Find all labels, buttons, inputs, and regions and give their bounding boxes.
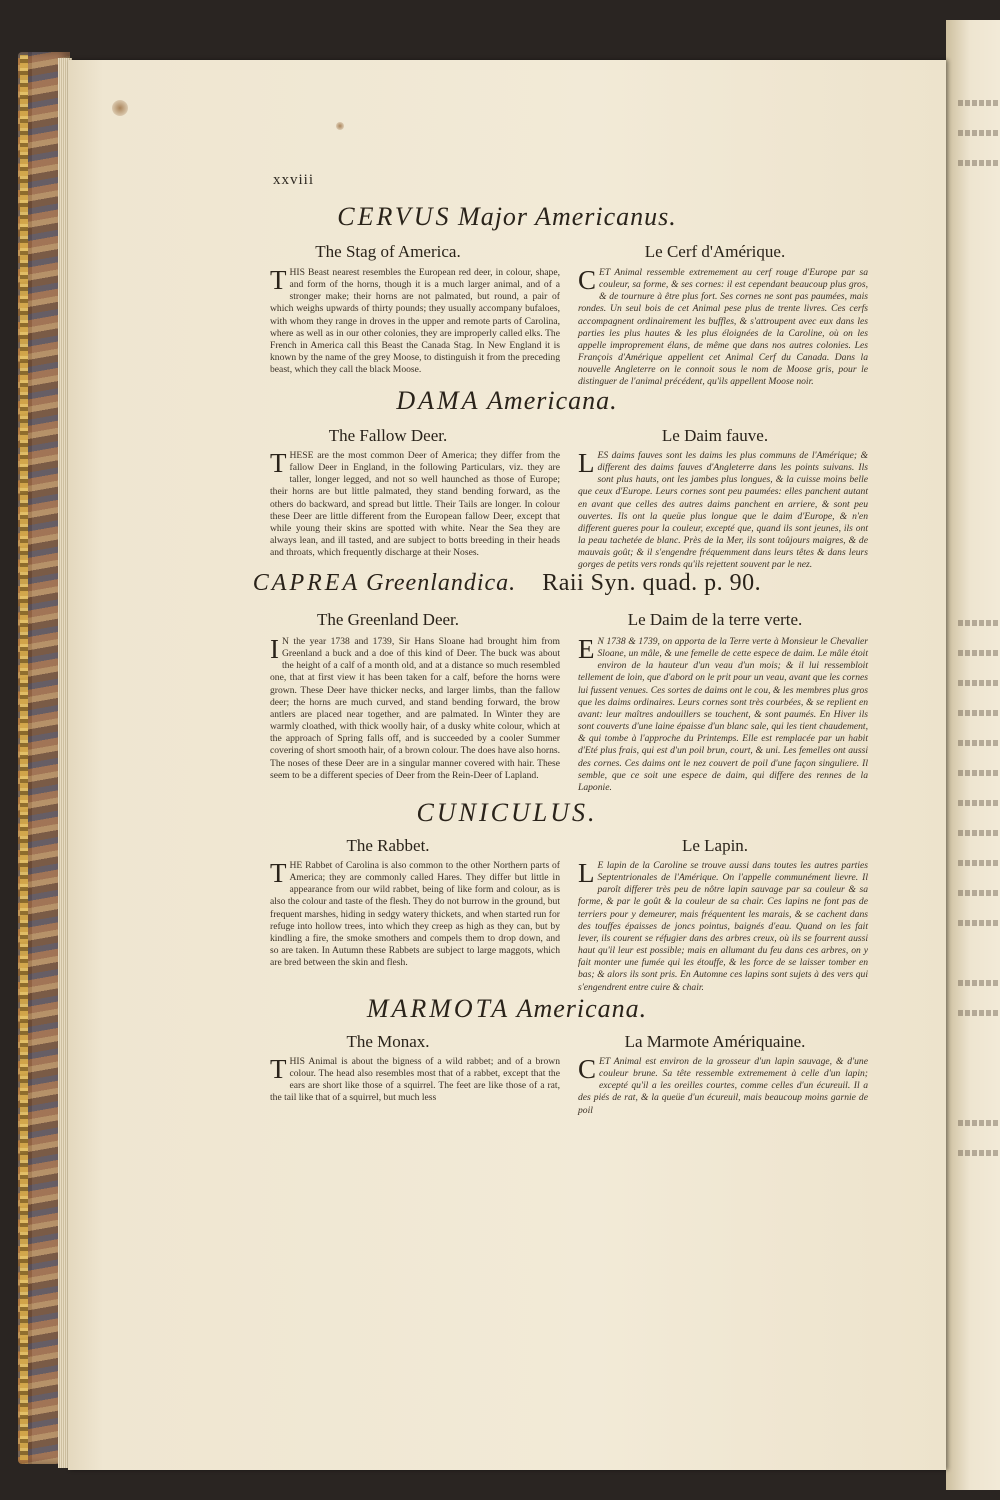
text-en-stag: THIS Beast nearest resembles the European red deer, in colour, shape, and form of the horns, though it is a much larger animal, and of a stronger make; their horns are not palmated, but round, a pair of which weighs upwards of thirty pounds; they usually accompany bufaloes, with whom they range in droves in the upper and remote parts of Carolina, where as well as in our other colonies, they are improperly called elks. The French in America call this Beast the Canada Stag. In New England it is known by the name of the grey Moose, to distinguish it from the preceding beast, which they call the black Moose. xyxy=(270,265,560,376)
text-fr-cerf: CET Animal ressemble extremement au cerf rouge d'Europe par sa couleur, sa forme, & ses cornes: il est cependant beaucoup plus gros, & de tournure à être plus fort. Ses cornes ne sont pas paumées, mais rondes. Un seul bois de cet Animal pese plus de trente livres. Ces cerfs accompagnent ordinairement les buffles, & s'attroupent avec eux dans les parties les plus hautes & les plus éloignées de la Caroline, où on les appelle improprement élans, de même que dans nos autres colonies. Les François d'Amérique appellent cet Animal Cerf du Canada. Dans la nouvelle Angleterre on le connoit sous le nom de Moose gris, pour le distinguer de l'animal précédent, qu'ils appellent Moose noir. xyxy=(578,265,868,388)
text-en-monax: THIS Animal is about the bigness of a wild rabbet; and of a brown colour. The head also resembles most that of a rabbet, except that the ears are short like those of a squirrel. The feet are like those of a rat, the tail like that of a squirrel, but much less xyxy=(270,1054,560,1104)
section-title-caprea: CAPREA Greenlandica. Raii Syn. quad. p. 90. xyxy=(252,570,762,596)
text-fr-daim-fauve: LES daims fauves sont les daims les plus communs de l'Amérique; & different des daims fauves d'Angleterre dans les points suivans. Ils sont plus hauts, ont les jambes plus longues, & la cuisse moins belle que ceux d'Europe. Leurs cornes sont peu paumées: elles panchent autant en avant que celles des autres daims panchent en arriere, & sont peu ouvertes. Ils ont la queüe plus longue que le daim d'Europe, & n'en different gueres pour la couleur, excepté que, quand ils sont jeunes, ils ont la peau tachetée de blanc. Près de la Mer, ils sont toûjours maigres, & de mauvais goût; & il s'engendre fréquemment dans leurs têtes & dans leurs gorges de petits vers ronds qu'ils rejettent souvent par le nez. xyxy=(578,448,868,571)
book-page xyxy=(68,60,946,1470)
subtitle-en-monax: The Monax. xyxy=(346,1032,430,1051)
subtitle-fr-marmote: La Marmote Amériquaine. xyxy=(624,1032,806,1051)
text-en-greenland-deer: I N the year 1738 and 1739, Sir Hans Sloane had brought him from Greenland a buck and a doe of this kind of Deer. The buck was about the height of a calf of a month old, and at a distance so much resembled one, that at first view it has been taken for a calf, before the horns were grown. These Deer have thicker necks, and larger limbs, than the fallow deer; the horns are much curved, and stand bending forward, the brow antlers are placed near together, and are palmated. In Winter they are warmly cloathed, with thick woolly hair, of a dusky white colour, which at the approach of Spring falls off, and is succeeded by a cooler Summer covering of short smooth hair, of a brown colour. The does have also horns. The noses of these Deer are in a singular manner covered with hair. These seem to be a different species of Deer from the Rein-Deer of Lapland. xyxy=(270,634,560,781)
text-fr-marmote: CET Animal est environ de la grosseur d'un lapin sauvage, & d'une couleur brune. Sa tête ressemble extremement à celle d'un lapin; excepté qu'il a les oreilles courtes, comme celles d'un écureuil. Il a des piés de rat, & la queüe d'un écureuil, mais beaucoup moins garnie de poil xyxy=(578,1054,868,1116)
section-title-dama: DAMA Americana. xyxy=(396,386,618,415)
page-number: xxviii xyxy=(273,172,315,188)
subtitle-en-rabbet: The Rabbet. xyxy=(346,836,430,855)
subtitle-fr-daim-terre-verte: Le Daim de la terre verte. xyxy=(627,610,803,629)
subtitle-fr-lapin: Le Lapin. xyxy=(681,836,749,855)
text-en-rabbet: THE Rabbet of Carolina is also common to the other Northern parts of America; they are commonly called Hares. They differ but little in appearance from our wild rabbet, being of like form and colour, as is also the colour and taste of the flesh. They do not burrow in the ground, but frequent marshes, hiding in sedgy watery thickets, and when started run for refuge into hollow trees, into which they creep as high as they can, but by kindling a fire, the smoke smothers and compels them to drop down, and so are taken. In Autumn these Rabbets are subject to large maggots, which are bred between the skin and flesh. xyxy=(270,858,560,969)
gilt-edge xyxy=(20,55,28,1460)
text-en-fallow-deer: THESE are the most common Deer of America; they differ from the fallow Deer in England, in the following Particulars, viz. they are taller, longer legged, and not so well haunched as those of Europe; their horns are but little palmated, they stand bending forward, as the others do backward, and spread but little. Their Tails are longer. In colour these Deer are little different from the European fallow Deer, except that while young their skins are spotted with white. Near the Sea they are always lean, and ill tasted, and are subject to botts breeding in their heads and throats, which frequently discharge at their Noses. xyxy=(270,448,560,559)
text-fr-daim-terre-verte: E N 1738 & 1739, on apporta de la Terre verte à Monsieur le Chevalier Sloane, un mâle, & une femelle de cette espece de daim. Le mâle étoit environ de la hauteur d'un veau d'un mois; & il lui ressembloit tellement de loin, que d'abord on le prit pour un veau, avant que les cornes lui fussent venues. Ces sortes de daims ont le cou, & les membres plus gros que les daims ordinaires. Leurs cornes sont très courbées, & se replient en avant: leur maîtres andouillers se touchent, & sont paumés. En Hiver ils sont couverts d'une laine épaisse d'un blanc sale, qui les tient chaudement, & qui tombe à l'approche du Printemps. Elle est remplacée par un habit d'Eté plus frais, qui est d'un poil brun, court, & uni. Les femelles ont aussi des cornes. Ces daims ont le nez couvert de poil d'une façon singuliere. Il semble, que ce soit une espece de daim, qui differe des rennes de la Laponie. xyxy=(578,634,868,793)
subtitle-en-fallow-deer: The Fallow Deer. xyxy=(328,426,448,445)
section-title-marmota: MARMOTA Americana. xyxy=(366,994,648,1023)
subtitle-en-greenland-deer: The Greenland Deer. xyxy=(316,610,460,629)
subtitle-en-stag: The Stag of America. xyxy=(315,242,461,261)
text-fr-lapin: L E lapin de la Caroline se trouve aussi dans toutes les autres parties Septentrionales de l'Amérique. On l'appelle communément lievre. Il paroît differer très peu de nôtre lapin sauvage par sa couleur & sa forme, & par le goût & la couleur de sa chair. Ces lapins ne font pas de terriers pour y demeurer, mais fréquentent les marais, & se cachent dans des touffes épaisses de joncs pointus, baignés d'eau. Quand on les fait lever, ils courent se réfugier dans des arbres creux, où ils se fourrent aussi haut qu'il leur est possible; mais en allumant du feu dans ces arbres, on y fait monter une fumée qui les étouffe, & les force de se laisser tomber en bas; & alors ils sont pris. En Automne ces lapins sont sujets à des vers qui s'engendrent entre cuire & chair. xyxy=(578,858,868,993)
facing-page-edge xyxy=(946,20,1000,1490)
section-title-cuniculus: CUNICULUS. xyxy=(416,798,598,827)
subtitle-fr-daim-fauve: Le Daim fauve. xyxy=(661,426,769,445)
subtitle-fr-cerf: Le Cerf d'Amérique. xyxy=(644,242,786,261)
section-title-cervus: CERVUS Major Americanus. xyxy=(337,202,677,231)
